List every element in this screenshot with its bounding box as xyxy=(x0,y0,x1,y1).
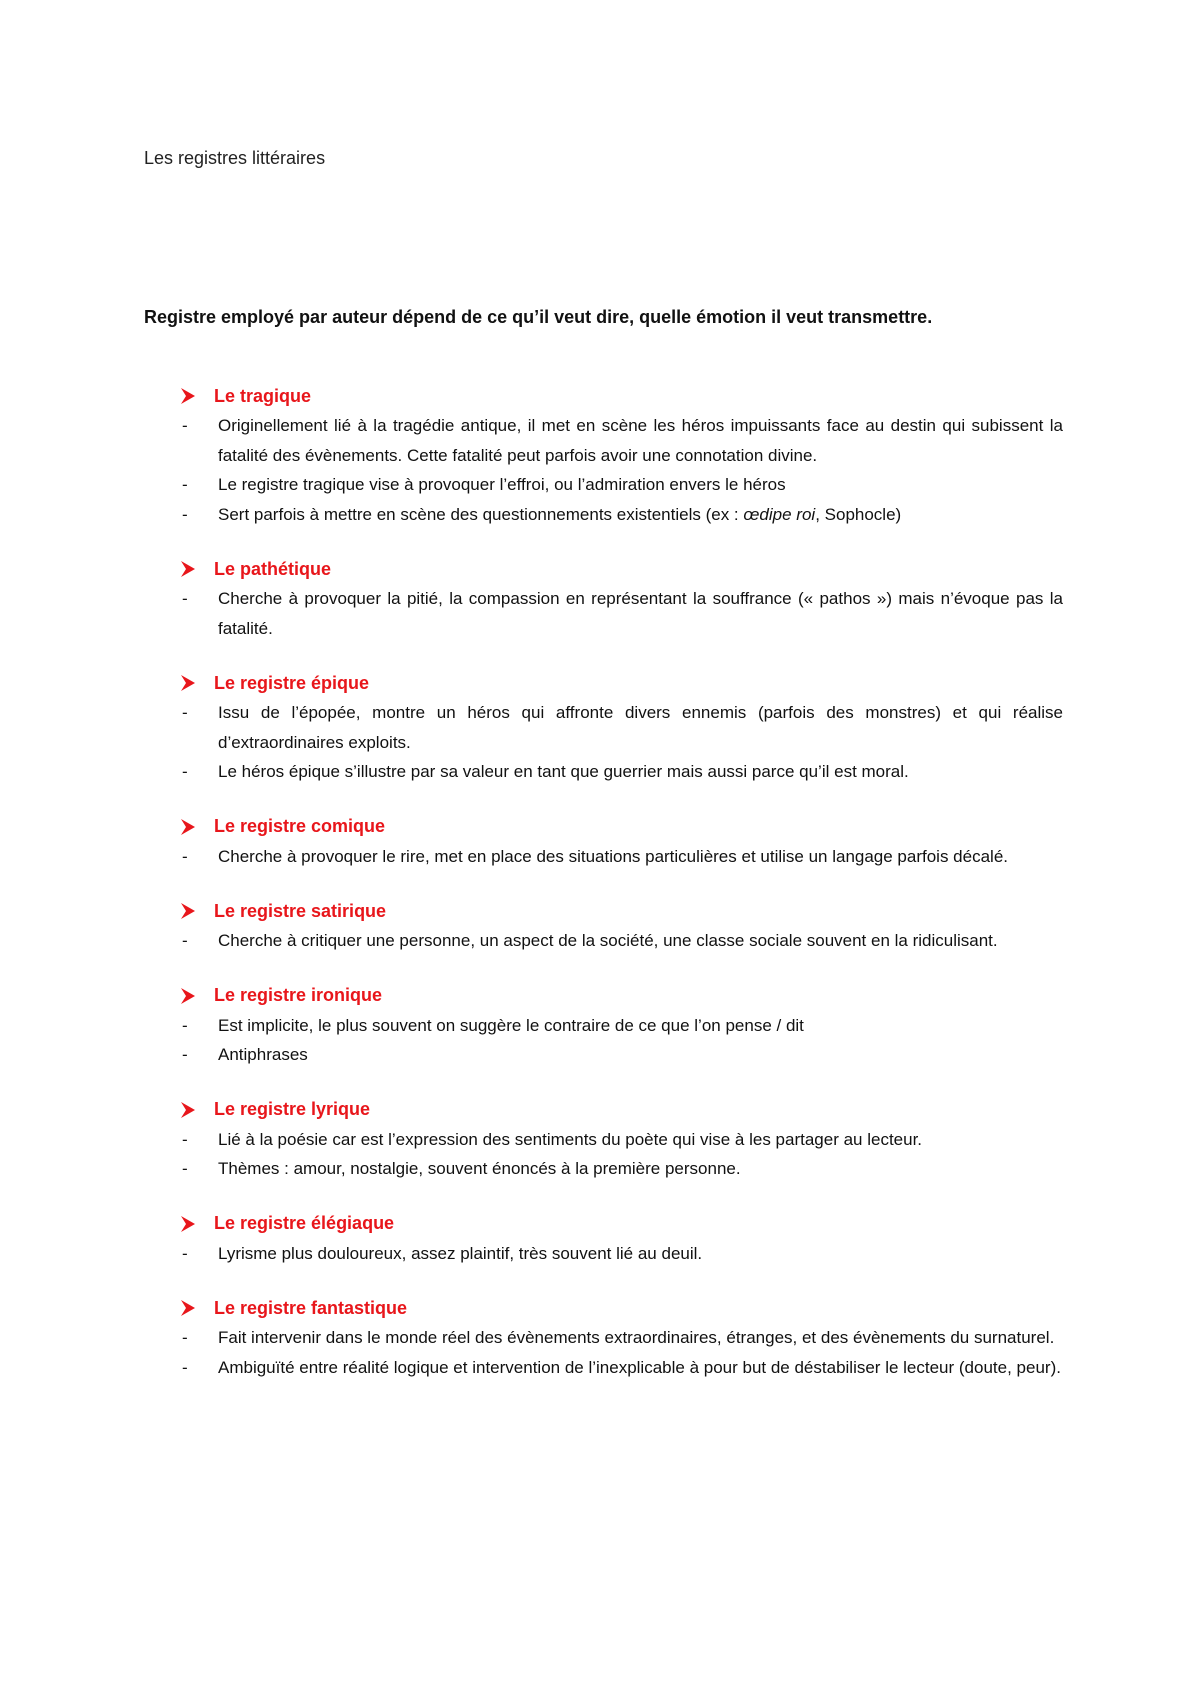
dash-bullet: - xyxy=(182,703,188,722)
section-heading xyxy=(144,1293,1063,1323)
arrowhead-bullet-icon xyxy=(181,988,195,1004)
item-text: Le héros épique s’illustre par sa valeur en tant que guerrier mais aussi parce qu’il est moral. xyxy=(218,762,909,781)
register-section xyxy=(144,1293,1063,1382)
list-item xyxy=(144,411,1063,470)
list-item xyxy=(144,757,1063,787)
section-title: Le registre élégiaque xyxy=(214,1213,395,1233)
arrowhead-bullet-icon xyxy=(181,388,195,404)
list-item xyxy=(144,1239,1063,1269)
arrowhead-bullet-icon xyxy=(181,1300,195,1316)
dash-bullet: - xyxy=(182,475,188,494)
work-title: œdipe roi xyxy=(743,504,816,524)
section-title: Le registre lyrique xyxy=(214,1099,371,1119)
list-item xyxy=(144,1323,1063,1353)
section-heading xyxy=(144,1095,1063,1125)
dash-bullet: - xyxy=(182,1129,188,1149)
section-items xyxy=(144,1011,1063,1070)
item-text: Lyrisme plus douloureux, assez plaintif, très souvent lié au deuil. xyxy=(218,1243,703,1263)
arrowhead-bullet-icon xyxy=(181,675,195,691)
section-items xyxy=(144,842,1063,872)
section-heading xyxy=(144,812,1063,842)
list-item xyxy=(144,1125,1063,1155)
section-heading xyxy=(144,981,1063,1011)
section-items xyxy=(144,1125,1063,1184)
dash-bullet: - xyxy=(182,762,188,781)
list-item xyxy=(144,470,1063,500)
dash-bullet: - xyxy=(182,1015,188,1035)
item-text: Originellement lié à la tragédie antique, il met en scène les héros impuissants face au destin qui subissent la fatalité des évènements. Cette fatalité peut parfois avoir une connotation divine. xyxy=(218,416,1063,465)
list-item xyxy=(144,1040,1063,1070)
dash-bullet: - xyxy=(182,1328,188,1347)
item-text: Fait intervenir dans le monde réel des évènements extraordinaires, étranges, et des évènements du surnaturel. xyxy=(218,1328,1055,1347)
register-section xyxy=(144,812,1063,872)
item-text: Le registre tragique vise à provoquer l’effroi, ou l’admiration envers le héros xyxy=(218,475,786,494)
item-text: Antiphrases xyxy=(218,1045,308,1064)
list-item xyxy=(144,842,1063,872)
item-text: Cherche à critiquer une personne, un aspect de la société, une classe sociale souvent en la ridiculisant. xyxy=(218,931,998,950)
register-section xyxy=(144,554,1063,643)
dash-bullet: - xyxy=(182,504,188,524)
item-text: Lié à la poésie car est l’expression des sentiments du poète qui vise à les partager au lecteur. xyxy=(218,1129,923,1149)
item-text: Ambiguïté entre réalité logique et intervention de l’inexplicable à pour but de déstabiliser le lecteur (doute, peur). xyxy=(218,1357,1061,1377)
section-items xyxy=(144,411,1063,529)
section-heading xyxy=(144,1209,1063,1239)
section-heading xyxy=(144,381,1063,411)
register-section xyxy=(144,981,1063,1070)
arrowhead-bullet-icon xyxy=(181,903,195,919)
list-item xyxy=(144,500,1063,530)
dash-bullet: - xyxy=(182,589,188,608)
list-item xyxy=(144,926,1063,956)
section-items xyxy=(144,1323,1063,1382)
list-item xyxy=(144,584,1063,643)
register-section xyxy=(144,1209,1063,1269)
section-items xyxy=(144,1239,1063,1269)
list-item xyxy=(144,1011,1063,1041)
dash-bullet: - xyxy=(182,1045,188,1064)
section-items xyxy=(144,584,1063,643)
item-text: Issu de l’épopée, montre un héros qui affronte divers ennemis (parfois des monstres) et qui réalise d’extraordinaires exploits. xyxy=(218,703,1063,752)
intro-statement: Registre employé par auteur dépend de ce qu’il veut dire, quelle émotion il veut transmettre. xyxy=(144,307,933,327)
item-text: Thèmes : amour, nostalgie, souvent énoncés à la première personne. xyxy=(218,1159,741,1178)
arrowhead-bullet-icon xyxy=(181,561,195,577)
item-text: Cherche à provoquer la pitié, la compassion en représentant la souffrance (« pathos ») mais n’évoque pas la fatalité. xyxy=(218,589,1063,638)
dash-bullet: - xyxy=(182,846,188,866)
section-heading xyxy=(144,668,1063,698)
register-section xyxy=(144,1095,1063,1184)
section-title: Le registre comique xyxy=(214,816,386,836)
section-title: Le tragique xyxy=(214,385,312,406)
arrowhead-bullet-icon xyxy=(181,1102,195,1118)
list-item xyxy=(144,698,1063,757)
arrowhead-bullet-icon xyxy=(181,819,195,835)
arrowhead-bullet-icon xyxy=(181,1216,195,1232)
dash-bullet: - xyxy=(182,1243,188,1263)
item-text: Sert parfois à mettre en scène des questionnements existentiels (ex : xyxy=(218,504,744,524)
list-item xyxy=(144,1154,1063,1184)
document-title: Les registres littéraires xyxy=(144,148,326,168)
dash-bullet: - xyxy=(182,1357,188,1377)
list-item xyxy=(144,1353,1063,1383)
section-title: Le registre fantastique xyxy=(214,1297,408,1318)
section-heading xyxy=(144,554,1063,584)
register-sections xyxy=(144,381,1063,1382)
section-title: Le registre ironique xyxy=(214,985,383,1005)
item-text: Est implicite, le plus souvent on suggère le contraire de ce que l’on pense / dit xyxy=(218,1015,804,1035)
dash-bullet: - xyxy=(182,1159,188,1178)
register-section xyxy=(144,381,1063,529)
section-title: Le pathétique xyxy=(214,558,332,579)
section-heading xyxy=(144,896,1063,926)
section-title: Le registre satirique xyxy=(214,900,387,921)
section-items xyxy=(144,926,1063,956)
register-section xyxy=(144,896,1063,956)
dash-bullet: - xyxy=(182,931,188,950)
section-items xyxy=(144,698,1063,787)
register-section xyxy=(144,668,1063,787)
section-title: Le registre épique xyxy=(214,672,370,693)
dash-bullet: - xyxy=(182,416,188,435)
item-text: , Sophocle) xyxy=(815,504,902,524)
item-text: Cherche à provoquer le rire, met en place des situations particulières et utilise un langage parfois décalé. xyxy=(218,846,1009,866)
